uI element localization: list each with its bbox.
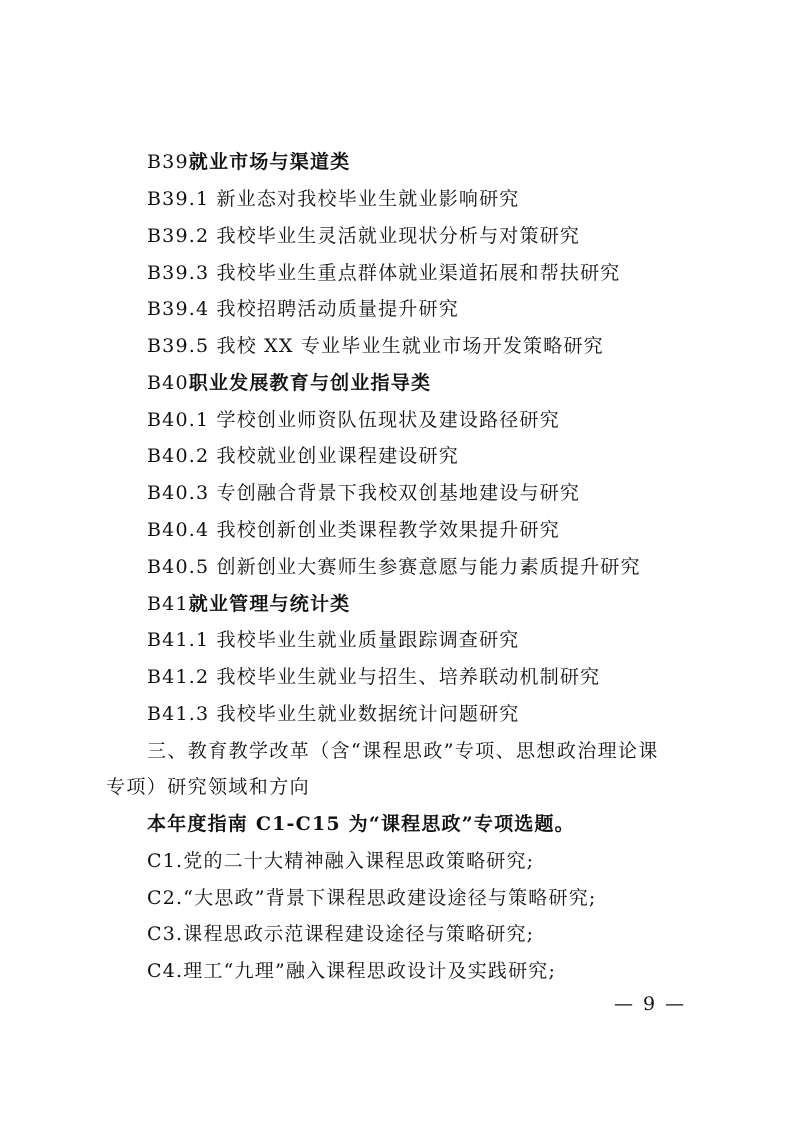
heading-code: B39 <box>147 151 189 173</box>
heading-title: 就业市场与渠道类 <box>188 151 351 173</box>
list-item: B40.2 我校就业创业课程建设研究 <box>147 445 459 467</box>
list-item: B41.3 我校毕业生就业数据统计问题研究 <box>147 703 520 725</box>
list-item: C1.党的二十大精神融入课程思政策略研究; <box>147 850 535 872</box>
heading-code: B40 <box>147 372 189 394</box>
heading-title: 职业发展教育与创业指导类 <box>188 372 432 394</box>
list-item: B39.5 我校 XX 专业毕业生就业市场开发策略研究 <box>147 335 604 357</box>
heading-code: B41 <box>147 593 189 615</box>
page-number: — 9 — <box>614 993 687 1015</box>
section-heading-b41 <box>147 592 350 616</box>
list-item: B39.1 新业态对我校毕业生就业影响研究 <box>147 188 520 210</box>
list-item: B39.2 我校毕业生灵活就业现状分析与对策研究 <box>147 225 581 247</box>
list-item: B41.2 我校毕业生就业与招生、培养联动机制研究 <box>147 666 601 688</box>
list-item: B40.4 我校创新创业类课程教学效果提升研究 <box>147 519 560 541</box>
section-3-heading-line-1: 三、教育教学改革（含“课程思政”专项、思想政治理论课 <box>147 740 659 762</box>
section-3-note: 本年度指南 C1-C15 为“课程思政”专项选题。 <box>147 813 575 835</box>
list-item: B41.1 我校毕业生就业质量跟踪调查研究 <box>147 629 520 651</box>
list-item: C2.“大思政”背景下课程思政建设途径与策略研究; <box>147 887 597 909</box>
heading-title: 就业管理与统计类 <box>188 593 351 615</box>
list-item: C3.课程思政示范课程建设途径与策略研究; <box>147 923 535 945</box>
list-item: C4.理工“九理”融入课程思政设计及实践研究; <box>147 960 557 982</box>
list-item: B40.1 学校创业师资队伍现状及建设路径研究 <box>147 409 560 431</box>
section-heading-b39 <box>147 150 350 174</box>
list-item: B40.3 专创融合背景下我校双创基地建设与研究 <box>147 482 581 504</box>
list-item: B39.4 我校招聘活动质量提升研究 <box>147 298 459 320</box>
list-item: B39.3 我校毕业生重点群体就业渠道拓展和帮扶研究 <box>147 262 621 284</box>
list-item: B40.5 创新创业大赛师生参赛意愿与能力素质提升研究 <box>147 556 641 578</box>
section-heading-b40 <box>147 371 431 395</box>
section-3-heading-line-2: 专项）研究领域和方向 <box>106 776 311 798</box>
